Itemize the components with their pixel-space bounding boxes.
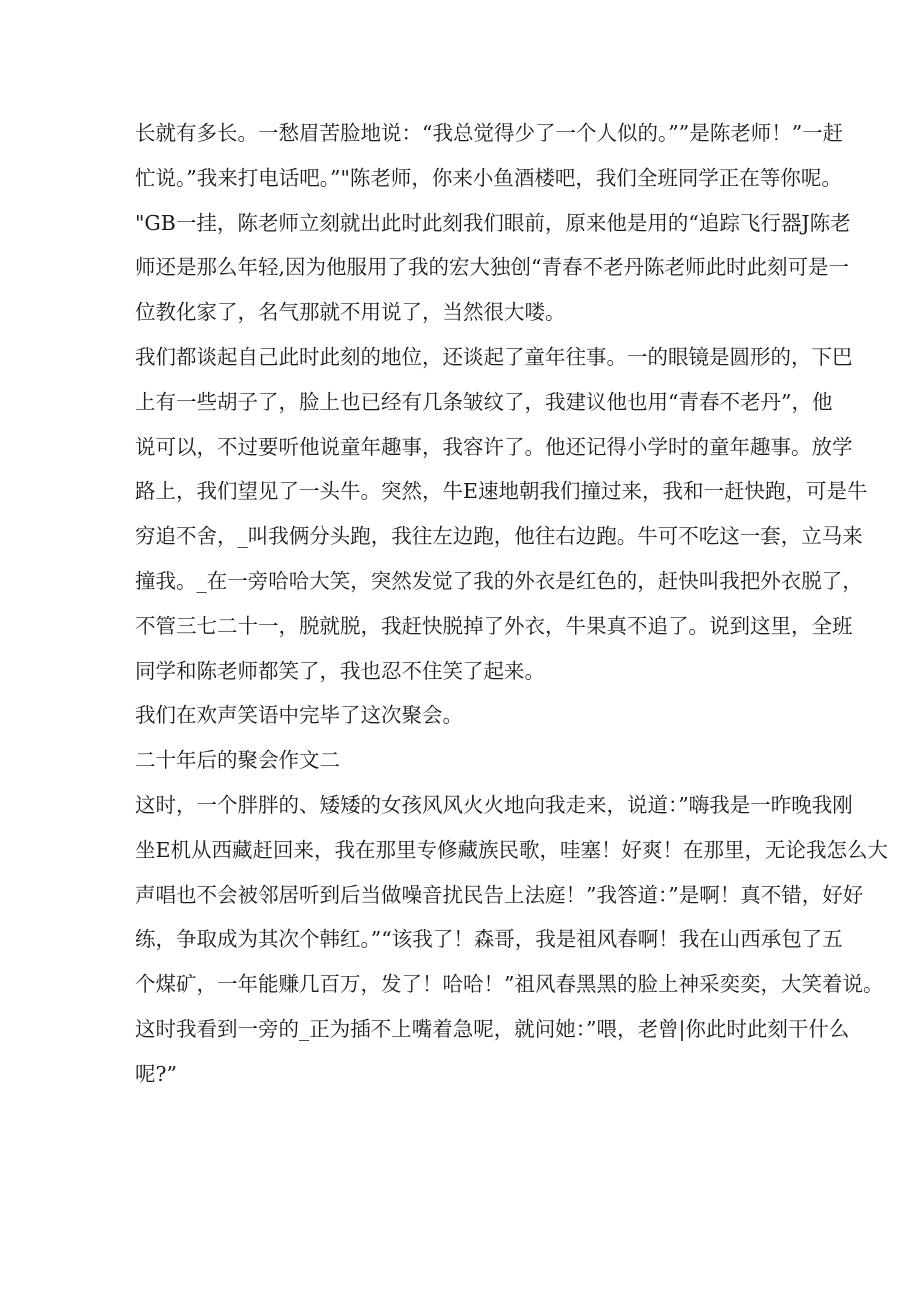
text-line: 同学和陈老师都笑了，我也忍不住笑了起来。 (135, 658, 545, 683)
text-line: 说可以，不过要听他说童年趣事，我容许了。他还记得小学时的童年趣事。放学 (135, 434, 853, 459)
text-line: 坐E机从西藏赶回来，我在那里专修藏族民歌，哇塞！好爽！在那里，无论我怎么大 (135, 837, 888, 862)
text-line: 练，争取成为其次个韩红。”“该我了！森哥，我是祖风春啊！我在山西承包了五 (135, 927, 843, 952)
text-line: 这时我看到一旁的_正为插不上嘴着急呢，就问她：”喂，老曾|你此时此刻干什么 (135, 1016, 850, 1041)
text-line: 声唱也不会被邻居听到后当做噪音扰民告上法庭！”我答道：”是啊！真不错，好好 (135, 882, 864, 907)
document-page (135, 111, 888, 1097)
text-line: 师还是那么年轻,因为他服用了我的宏大独创“青春不老丹陈老师此时此刻可是一 (135, 255, 849, 280)
text-line: 个煤矿，一年能赚几百万，发了！哈哈！”祖风春黑黑的脸上神采奕奕，大笑着说。 (135, 972, 884, 997)
text-line: 长就有多长。一愁眉苦脸地说：“我总觉得少了一个人似的。””是陈老师！”一赶 (135, 121, 844, 145)
section-heading: 二十年后的聚会作文二 (135, 748, 340, 773)
text-line: 路上，我们望见了一头牛。突然，牛E速地朝我们撞过来，我和一赶快跑，可是牛 (135, 479, 868, 504)
text-line: 我们都谈起自己此时此刻的地位，还谈起了童年往事。一的眼镜是圆形的，下巴 (135, 344, 853, 369)
text-line: 撞我。_在一旁哈哈大笑，突然发觉了我的外衣是红色的，赶快叫我把外衣脱了， (135, 568, 863, 593)
text-line: 穷追不舍，_叫我俩分头跑，我往左边跑，他往右边跑。牛可不吃这一套，立马来 (135, 524, 863, 549)
text-line: 忙说。”我来打电话吧。”"陈老师，你来小鱼酒楼吧，我们全班同学正在等你呢。 (135, 165, 842, 190)
text-line: 位教化家了，名气那就不用说了，当然很大喽。 (135, 300, 566, 325)
text-line: 呢?” (135, 1061, 177, 1086)
text-line: "GB一挂，陈老师立刻就出此时此刻我们眼前，原来他是用的“追踪飞行器J陈老 (135, 210, 851, 235)
text-line: 不管三七二十一，脱就脱，我赶快脱掉了外衣，牛果真不追了。说到这里，全班 (135, 613, 853, 638)
text-line: 上有一些胡子了，脸上也已经有几条皱纹了，我建议他也用“青春不老丹”，他 (135, 389, 833, 414)
text-line: 这时，一个胖胖的、矮矮的女孩风风火火地向我走来，说道：”嗨我是一昨晚我刚 (135, 792, 853, 817)
text-line: 我们在欢声笑语中完毕了这次聚会。 (135, 703, 463, 728)
